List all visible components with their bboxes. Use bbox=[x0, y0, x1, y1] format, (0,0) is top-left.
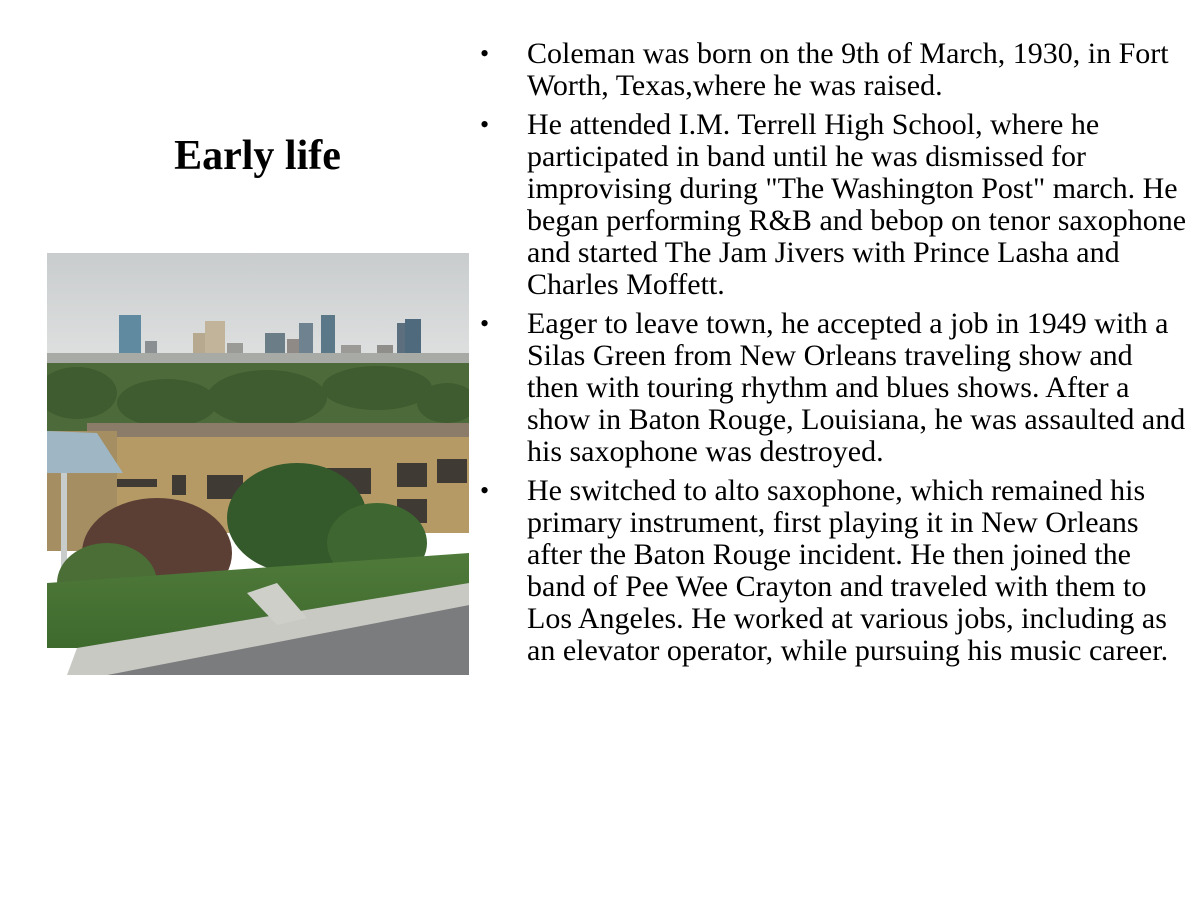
photo-illustration bbox=[47, 253, 469, 675]
bullet-dot: • bbox=[480, 39, 490, 68]
bullet-item bbox=[478, 109, 1188, 301]
city-campus-photo bbox=[47, 253, 469, 675]
bullet-dot: • bbox=[480, 476, 490, 505]
bullet-text: He attended I.M. Terrell High School, where he participated in band until he was dismissed for improvising during "The Washington Post" march. He began performing R&B and bebop on tenor saxophone and started The Jam Jivers with Prince Lasha and Charles Moffett. bbox=[527, 108, 1187, 301]
bullet-text: Eager to leave town, he accepted a job in 1949 with a Silas Green from New Orleans traveling show and then with touring rhythm and blues shows. After a show in Baton Rouge, Louisiana, he was assaulted and his saxophone was destroyed. bbox=[527, 307, 1186, 468]
bullet-dot: • bbox=[480, 110, 490, 139]
slide-title: Early life bbox=[174, 133, 341, 179]
bullet-item bbox=[478, 38, 1188, 102]
bullet-text: Coleman was born on the 9th of March, 1930, in Fort Worth, Texas,where he was raised. bbox=[527, 37, 1169, 102]
bullet-list bbox=[478, 38, 1188, 674]
bullet-dot: • bbox=[480, 309, 490, 338]
bullet-item bbox=[478, 475, 1188, 667]
bullet-item bbox=[478, 308, 1188, 468]
bullet-text: He switched to alto saxophone, which remained his primary instrument, first playing it in New Orleans after the Baton Rouge incident. He then joined the band of Pee Wee Crayton and traveled with them to Los Angeles. He worked at various jobs, including as an elevator operator, while pursuing his music career. bbox=[527, 474, 1169, 667]
